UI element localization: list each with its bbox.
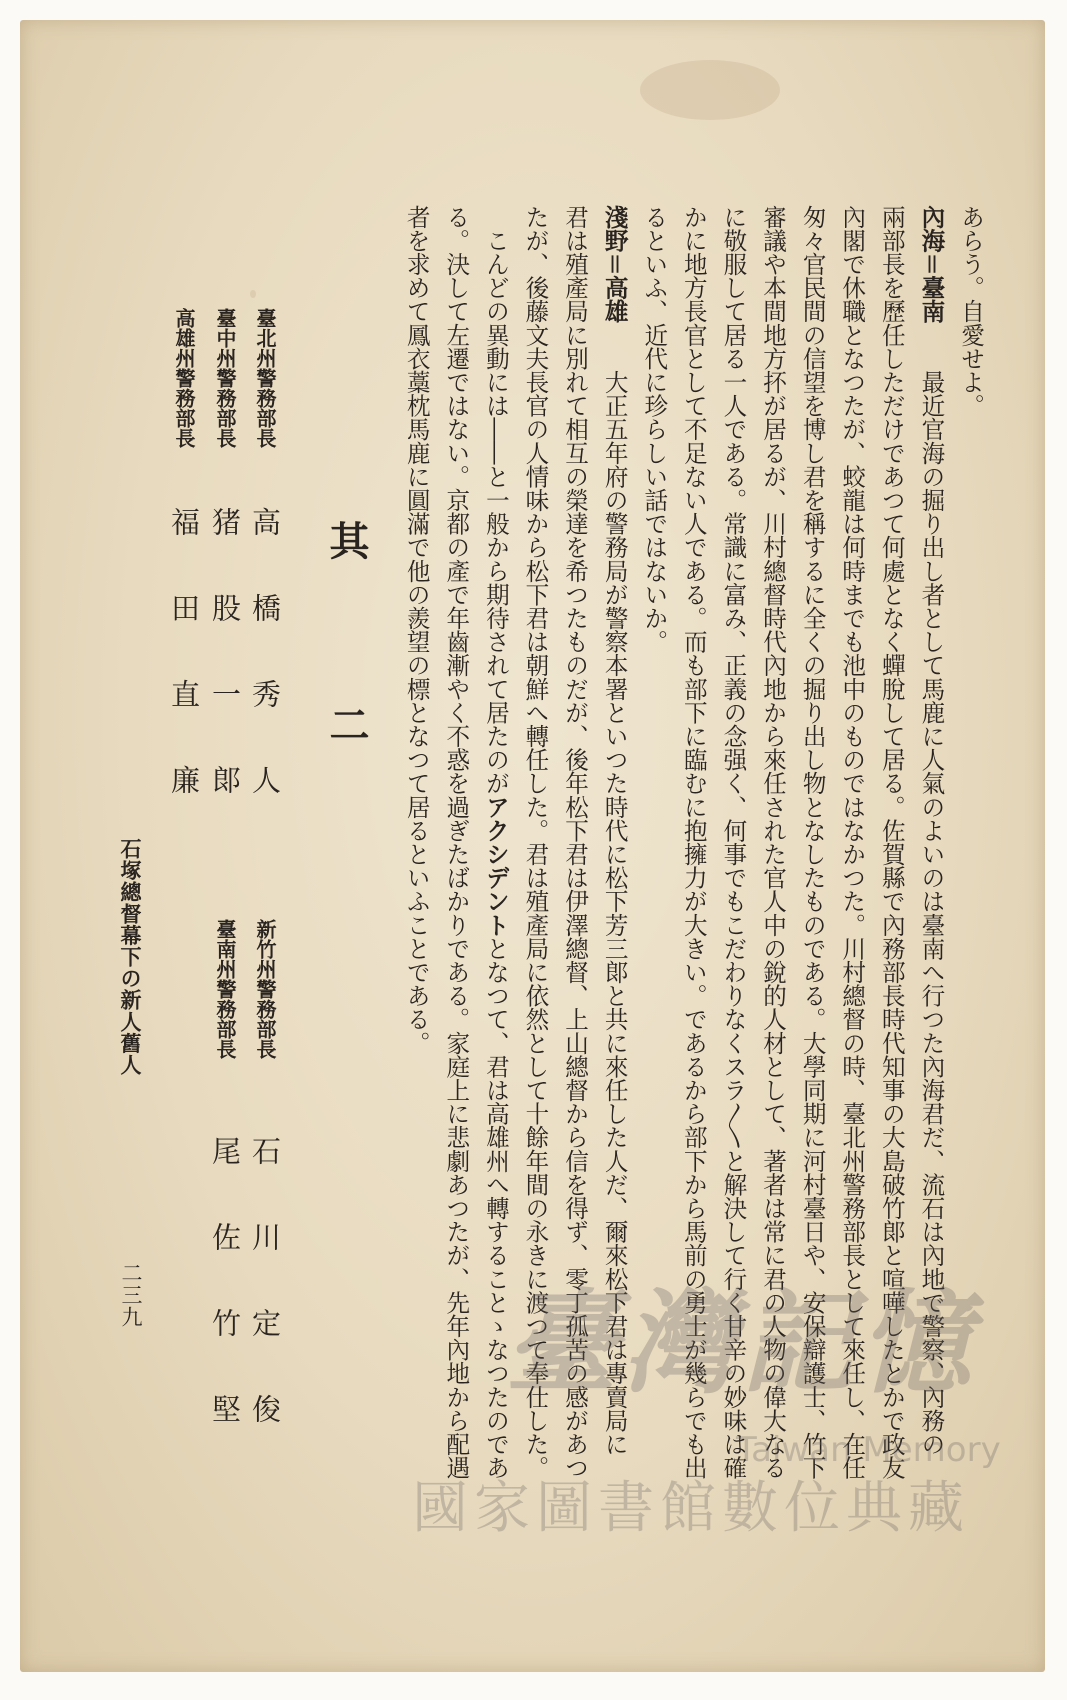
text-line: 君は殖產局に別れて相互の榮達を希つたものだが、後年松下君は伊澤總督、上山總督から信を得ず、零丁孤苦の感があつ (561, 205, 590, 1480)
official-title: 臺北州警務部長 (253, 308, 277, 448)
text-line: かに地方長官として不足ない人である。而も部下に臨むに抱擁力が大きい。であるから部下から馬前の勇士が幾らでも出 (679, 205, 708, 1480)
watermark-logo-text: 臺灣記憶 (505, 1278, 977, 1409)
text-column (673, 205, 713, 1505)
page-number: 二三九 (119, 1262, 143, 1328)
official-name: 高橋秀人 (248, 507, 282, 851)
text-line: る。決して左遷ではない。京都の產で年齒漸やく不惑を過ぎたばかりである。家庭上に悲劇あつたが、先年內地から配遇 (442, 205, 471, 1480)
text-column (396, 205, 436, 1505)
section-heading: 其 二 (323, 520, 370, 796)
text-line: 者を求めて鳳衣藁枕馬鹿に圓滿で他の羨望の標となつて居るといふことである。 (402, 205, 431, 1055)
official-title: 臺南州警務部長 (213, 919, 237, 1059)
text-column (515, 205, 555, 1505)
entry-heading: 淺野＝高雄 (600, 205, 629, 323)
official-name: 石川定俊 (248, 1136, 282, 1480)
official-name: 猪股一郞 (208, 507, 242, 851)
text-column (911, 205, 951, 1505)
official-title: 高雄州警務部長 (172, 308, 196, 448)
entry-heading: 內海＝臺南 (917, 205, 946, 323)
text-line: 匆々官民間の信望を博し君を稱するに全くの掘り出し物となしたものである。大學同期に河村臺日や、安保辯護士、竹下 (798, 205, 827, 1480)
paper-stain (250, 290, 256, 298)
running-header: 石塚總督幕下の新人舊人 (118, 838, 143, 1076)
text-column (475, 205, 515, 1505)
text-column (792, 205, 832, 1505)
text-line: 兩部長を歷任しただけであつて何處となく蟬脫して居る。佐賀縣で內務部長時代知事の大島破竹郞と喧嘩したとかで政友 (877, 205, 906, 1480)
text-line: あらう。自愛せよ。 (957, 205, 985, 418)
official-name: 尾佐竹堅 (208, 1136, 242, 1480)
text-line: るといふ、近代に珍らしい話ではないか。 (640, 205, 669, 654)
text-column (871, 205, 911, 1505)
text-line: 內閣で休職となつたが、蛟龍は何時までも池中のものではなかつた。川村總督の時、臺北州警務部長として來任し、在任 (838, 205, 867, 1480)
text-column (594, 205, 634, 1505)
text-column (832, 205, 872, 1505)
text-line: に敬服して居る一人である。常識に富み、正義の念强く、何事でもこだわりなくスラ〳〵と解決して行く甘辛の妙味は確 (719, 205, 748, 1480)
text-column (554, 205, 594, 1505)
text-column (752, 205, 792, 1505)
official-title: 臺中州警務部長 (213, 308, 237, 448)
paper-stain (640, 60, 780, 120)
text-column (950, 205, 990, 1505)
watermark-english: Taiwan Memory (736, 1430, 1001, 1470)
text-column (436, 205, 476, 1505)
text-line: 審議や本間地方抔が居るが、川村總督時代內地から來任された官人中の銳的人材として、著者は常に君の人物の偉大なる (759, 205, 788, 1480)
official-title: 新竹州警務部長 (253, 919, 277, 1059)
article-body (396, 205, 990, 1505)
emphasized-word: アクシデント (481, 795, 510, 937)
text-column (634, 205, 674, 1505)
text-line: こんどの異動には――と一般から期待されて居たのが (481, 205, 510, 795)
watermark-institution: 國家圖書館數位典藏 (412, 1476, 970, 1541)
text-column (713, 205, 753, 1505)
text-line: 最近官海の掘り出し者として馬鹿に人氣のよいのは臺南へ行つた內海君だ、流石は內地で警察、內務の (917, 323, 946, 1456)
text-line: となつて、君は高雄州へ轉することゝなつたのであ (481, 936, 510, 1480)
text-line: 大正五年府の警務局が警察本署といつた時代に松下芳三郞と共に來任した人だ、爾來松下君は專賣局に (600, 323, 629, 1456)
official-name: 福田直廉 (167, 507, 201, 851)
text-line: たが、後藤文夫長官の人情味から松下君は朝鮮へ轉任した。君は殖產局に依然として十餘年間の永きに渡つて奉仕した。 (521, 205, 550, 1480)
